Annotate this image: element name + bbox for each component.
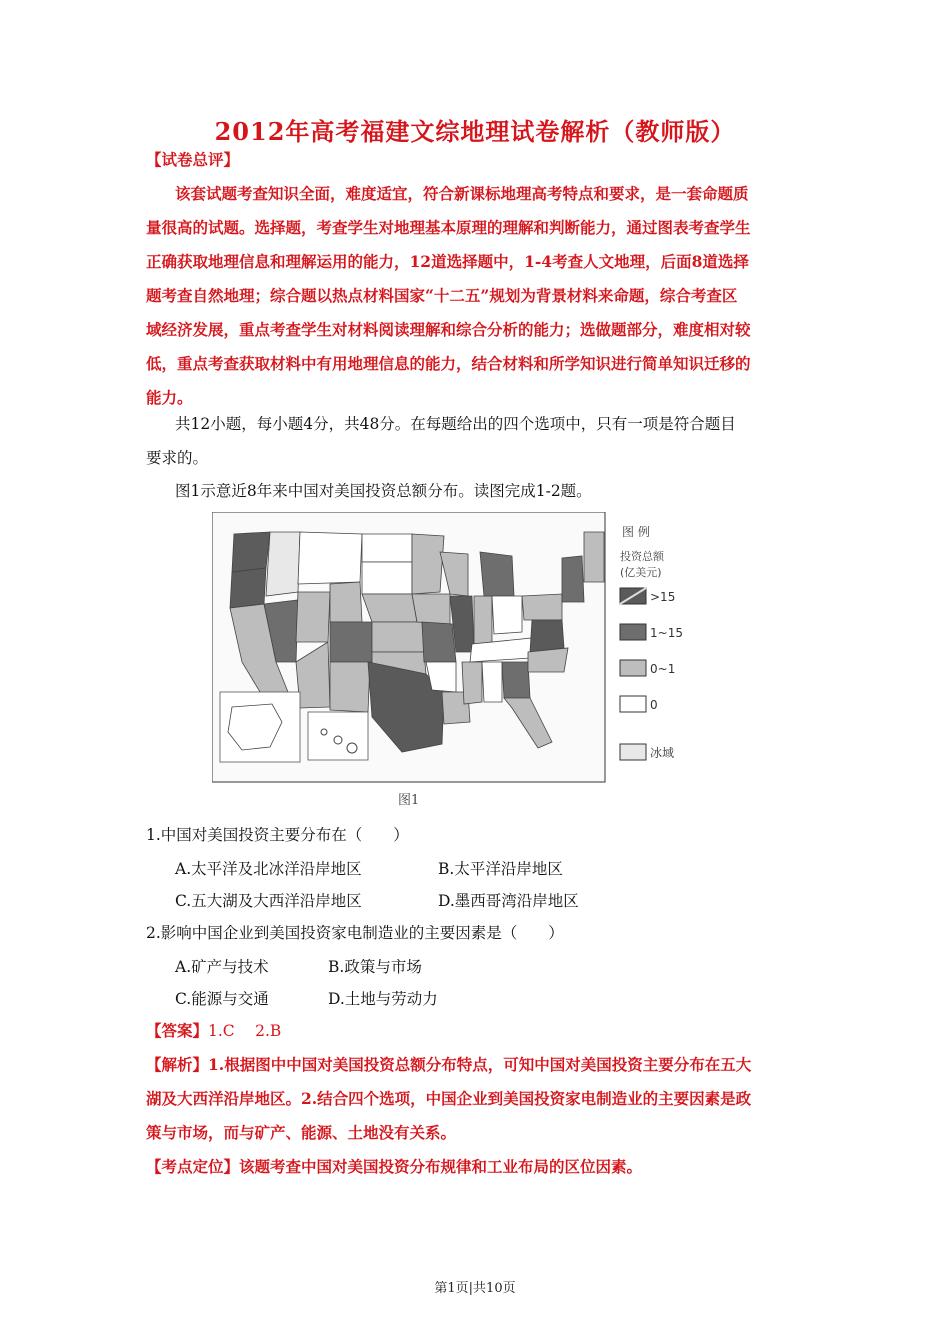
map-region-pennsylvania	[522, 594, 562, 620]
map-region-minnesota	[412, 534, 444, 594]
legend-swatch-1-15	[620, 624, 646, 640]
review-line: 题考查自然地理；综合题以热点材料国家“十二五”规划为背景材料来命题，综合考查区	[146, 286, 738, 305]
map-region-kansas	[372, 622, 424, 652]
map-region-carolinas	[528, 648, 568, 672]
legend-swatch-ice	[620, 744, 646, 760]
legend-label: >15	[650, 590, 676, 604]
review-heading: 【试卷总评】	[146, 150, 240, 169]
us-investment-map	[212, 512, 682, 812]
figure-intro: 图1示意近8年来中国对美国投资总额分布。读图完成1-2题。	[175, 482, 592, 500]
question-1-stem: 1.中国对美国投资主要分布在（ ）	[146, 826, 409, 844]
map-region-georgia	[502, 662, 530, 698]
map-region-nebraska	[362, 594, 417, 622]
map-region-montana	[298, 532, 362, 584]
question-1-option-a: A.太平洋及北冰洋沿岸地区	[175, 860, 362, 878]
legend-title: 图 例	[622, 525, 650, 539]
kaodian-text: 该题考查中国对美国投资分布规律和工业布局的区位因素。	[239, 1157, 643, 1176]
legend-subtitle-unit: (亿美元)	[620, 566, 662, 579]
map-region-michigan	[480, 552, 514, 596]
map-region-ohio	[492, 596, 522, 634]
legend-subtitle: 投资总额	[620, 550, 664, 563]
review-line: 该套试题考查知识全面，难度适宜，符合新课标地理高考特点和要求，是一套命题质	[175, 184, 749, 203]
analysis-line-1	[146, 1053, 751, 1075]
question-2-option-c: C.能源与交通	[175, 990, 269, 1008]
map-caption: 图1	[398, 793, 420, 808]
legend-swatch-0	[620, 696, 646, 712]
map-region-utah	[296, 592, 330, 642]
answer-text: 1.C 2.B	[208, 1022, 282, 1040]
review-line: 低，重点考查获取材料中有用地理信息的能力，结合材料和所学知识进行简单知识迁移的	[146, 354, 751, 373]
answer-block	[146, 1019, 281, 1041]
question-1-option-b: B.太平洋沿岸地区	[438, 860, 563, 878]
map-region-south-dakota	[362, 562, 412, 594]
analysis-text: 1.根据图中中国对美国投资总额分布特点，可知中国对美国投资主要分布在五大	[208, 1055, 752, 1074]
map-region-colorado	[330, 622, 372, 662]
legend-label: 1~15	[650, 626, 682, 640]
map-region-hawaii	[321, 729, 327, 735]
answer-label: 【答案】	[146, 1021, 209, 1040]
map-region-indiana	[474, 596, 492, 644]
analysis-line-2: 湖及大西洋沿岸地区。2.结合四个选项，中国企业到美国投资家电制造业的主要因素是政	[146, 1089, 752, 1108]
legend-label: 冰域	[650, 746, 675, 760]
review-line: 量很高的试题。选择题，考查学生对地理基本原理的理解和判断能力，通过图表考查学生	[146, 218, 751, 237]
map-region-missouri	[422, 622, 456, 662]
map-region-new-mexico	[330, 662, 370, 712]
analysis-label: 【解析】	[146, 1055, 209, 1074]
legend-label: 0	[650, 698, 658, 712]
page-footer: 第1页|共10页	[434, 1281, 516, 1296]
legend-label: 0~1	[650, 662, 676, 676]
question-2-stem: 2.影响中国企业到美国投资家电制造业的主要因素是（ ）	[146, 924, 564, 942]
page-title: 2012年高考福建文综地理试卷解析（教师版）	[214, 117, 736, 146]
question-2-option-a: A.矿产与技术	[175, 958, 269, 976]
map-region-virginia	[530, 620, 564, 652]
map-region-washington	[232, 532, 270, 572]
kaodian-label: 【考点定位】	[146, 1157, 240, 1176]
review-line: 正确获取地理信息和理解运用的能力，12道选择题中，1-4考查人文地理，后面8道选择	[146, 252, 749, 271]
map-region-wyoming	[330, 582, 362, 622]
map-region-new-england	[584, 532, 604, 582]
map-region-iowa	[412, 594, 450, 624]
legend-swatch-0-1	[620, 660, 646, 676]
instructions-line: 要求的。	[146, 449, 209, 467]
map-region-north-dakota	[362, 534, 412, 562]
map-region-alabama	[482, 662, 502, 702]
analysis-line-3: 策与市场，而与矿产、能源、土地没有关系。	[146, 1123, 457, 1142]
review-line: 域经济发展，重点考查学生对材料阅读理解和综合分析的能力；选做题部分，难度相对较	[146, 320, 751, 339]
question-2-option-d: D.土地与劳动力	[328, 990, 438, 1008]
kaodian-block	[146, 1155, 642, 1177]
map-region-oregon	[230, 568, 266, 608]
us-investment-map-figure	[212, 512, 682, 812]
question-1-option-d: D.墨西哥湾沿岸地区	[438, 892, 579, 910]
review-line: 能力。	[146, 388, 193, 407]
question-1-option-c: C.五大湖及大西洋沿岸地区	[175, 892, 362, 910]
instructions-line: 共12小题，每小题4分，共48分。在每题给出的四个选项中，只有一项是符合题目	[175, 415, 736, 433]
map-region-new-york	[562, 556, 584, 602]
map-region-idaho	[266, 532, 300, 596]
map-region-mississippi	[462, 662, 482, 704]
question-2-option-b: B.政策与市场	[328, 958, 422, 976]
